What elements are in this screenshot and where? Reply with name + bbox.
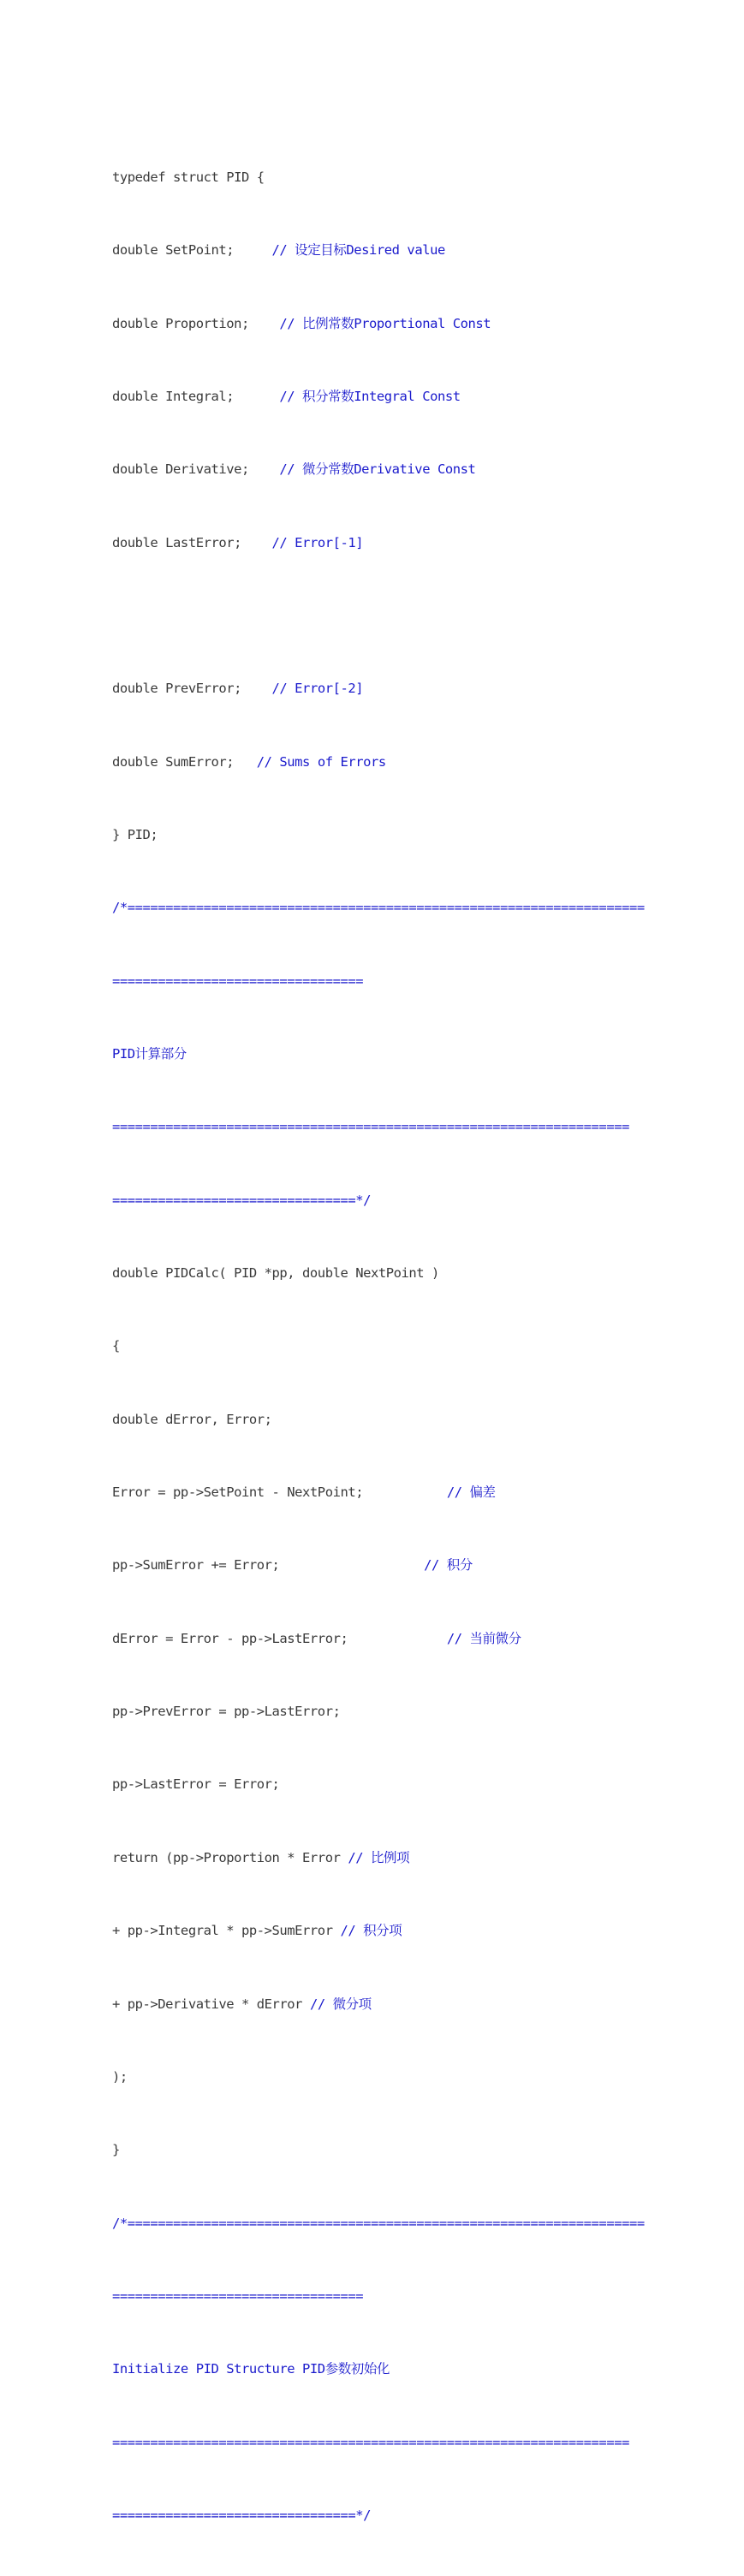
code-comment: PID计算部分 (112, 1046, 187, 1062)
code-comment: ================================*/ (112, 2507, 371, 2523)
code-comment: // Error[-2] (271, 681, 364, 697)
code-line (112, 1188, 645, 1212)
code-text: double Proportion; (112, 315, 280, 331)
code-line (112, 1992, 645, 2016)
code-line (112, 1407, 645, 1431)
code-line (112, 2211, 645, 2235)
code-text: pp->PrevError = pp->LastError; (112, 1704, 341, 1720)
code-line (112, 750, 645, 774)
code-line (112, 604, 645, 628)
code-text: typedef struct PID { (112, 169, 265, 185)
code-line (112, 969, 645, 993)
code-text: double SetPoint; (112, 242, 272, 259)
code-text: dError = Error - pp->LastError; (112, 1630, 447, 1646)
code-comment: // 微分常数Derivative Const (279, 461, 476, 478)
code-text: } (112, 2142, 120, 2158)
code-comment: ================================= (112, 973, 364, 989)
code-comment: /*==================================================================== (112, 900, 645, 916)
code-text: ); (112, 2068, 128, 2085)
code-line (112, 676, 645, 700)
code-line (112, 1115, 645, 1139)
code-line (112, 2503, 645, 2527)
code-comment: // 比例项 (348, 1849, 410, 1865)
code-comment: // 当前微分 (446, 1630, 521, 1646)
code-comment: ==================================================================== (112, 2434, 629, 2450)
code-line (112, 312, 645, 336)
code-listing (112, 116, 645, 2576)
code-line (112, 2284, 645, 2308)
code-line (112, 165, 645, 189)
code-comment: // 偏差 (446, 1484, 496, 1501)
code-line (112, 1553, 645, 1577)
code-comment: // 设定目标Desired value (271, 242, 445, 259)
code-comment: ==================================================================== (112, 1119, 629, 1135)
code-line (112, 1042, 645, 1066)
code-line (112, 1772, 645, 1796)
code-line (112, 1919, 645, 1942)
code-line (112, 1334, 645, 1358)
code-text: double PIDCalc( PID *pp, double NextPoint ) (112, 1265, 439, 1282)
code-text: + pp->Integral * pp->SumError (112, 1923, 341, 1939)
code-line (112, 238, 645, 262)
code-text: double dError, Error; (112, 1411, 272, 1427)
code-text: double PrevError; (112, 681, 272, 697)
code-comment: // Sums of Errors (256, 753, 386, 770)
code-line (112, 1261, 645, 1285)
code-line (112, 1480, 645, 1504)
code-line (112, 531, 645, 555)
code-line (112, 2357, 645, 2381)
code-line (112, 2138, 645, 2162)
code-text: { (112, 1338, 120, 1354)
code-comment: ================================*/ (112, 1192, 371, 1208)
code-text: + pp->Derivative * dError (112, 1996, 310, 2012)
code-comment: Initialize PID Structure PID参数初始化 (112, 2361, 390, 2377)
code-comment: // Error[-1] (271, 534, 364, 550)
code-line (112, 1699, 645, 1723)
code-line (112, 895, 645, 919)
code-line (112, 1627, 645, 1651)
code-text: } PID; (112, 827, 158, 842)
code-text: double SumError; (112, 753, 257, 770)
code-comment: // 比例常数Proportional Const (279, 315, 491, 331)
code-comment: // 积分常数Integral Const (279, 388, 461, 404)
code-comment: // 积分 (424, 1557, 473, 1574)
code-comment: ================================= (112, 2287, 364, 2304)
code-comment: /*==================================================================== (112, 2215, 645, 2231)
code-text: pp->LastError = Error; (112, 1776, 280, 1793)
code-line (112, 823, 645, 847)
code-line (112, 384, 645, 408)
code-text: double LastError; (112, 534, 272, 550)
code-line (112, 2065, 645, 2089)
code-line (112, 1846, 645, 1870)
code-text: return (pp->Proportion * Error (112, 1849, 348, 1865)
code-line (112, 2430, 645, 2454)
code-text: Error = pp->SetPoint - NextPoint; (112, 1484, 447, 1501)
code-text: double Integral; (112, 388, 280, 404)
code-comment: // 微分项 (309, 1996, 372, 2012)
code-line (112, 457, 645, 481)
code-comment: // 积分项 (340, 1923, 402, 1939)
code-text: pp->SumError += Error; (112, 1557, 425, 1574)
code-text: double Derivative; (112, 461, 280, 478)
